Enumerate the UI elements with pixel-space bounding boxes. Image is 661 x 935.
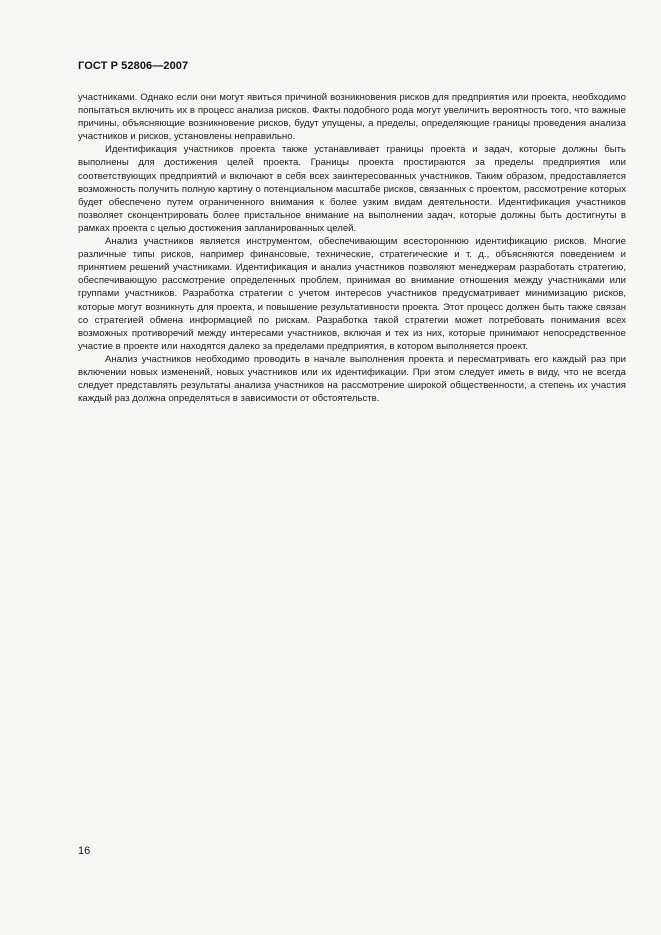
paragraph: участниками. Однако если они могут явиться причиной возникновения рисков для предприятия или проекта, необходимо попытаться включить их в процесс анализа рисков. Факты подобного рода могут увеличить вероятность того, что важные причины, объясняющие возникновение рисков, будут упущены, а пределы, определяющие границы проведения анализа участников и рисков, установлены неправильно. bbox=[78, 92, 626, 143]
paragraph: Анализ участников необходимо проводить в начале выполнения проекта и пересматривать его каждый раз при включении новых изменений, новых участников или их идентификации. При этом следует иметь в виду, что не всегда следует представлять результаты анализа участников на рассмотрение широкой общественности, а степень их участия каждый раз должна определяться в зависимости от обстоятельств. bbox=[78, 353, 626, 405]
standard-designation: ГОСТ Р 52806—2007 bbox=[78, 60, 189, 72]
body-text bbox=[78, 91, 626, 405]
paragraph: Идентификация участников проекта также устанавливает границы проекта и задач, которые должны быть выполнены для достижения целей проекта. Границы проекта простираются за пределы предприятия или соответствующих предприятий и включают в себя всех заинтересованных участников. Таким образом, предоставляется возможность получить полную картину о потенциальном масштабе рисков, связанных с проектом, рассмотрение которых будет обеспечено путем ограниченного внимания к более узким видам деятельности. Идентификация участников позволяет сконцентрировать более пристальное внимание на выполнении задач, которые должны быть достигнуты в рамках проекта с целью достижения запланированных целей. bbox=[78, 144, 626, 234]
paragraph: Анализ участников является инструментом, обеспечивающим всестороннюю идентификацию рисков. Многие различные типы рисков, например финансовые, технические, стратегические и т. д., объясняются поведением и принятием решений участниками. Идентификация и анализ участников позволяют менеджерам разработать стратегию, обеспечивающую рассмотрение определенных проблем, принимая во внимание отношения между участниками или группами участников. Разработка стратегии с учетом интересов участников предусматривает минимизацию рисков, которые могут возникнуть для проекта, и повышение результативности проекта. Этот процесс должен быть также связан со стратегией обмена информацией по рискам. Разработка такой стратегии может потребовать понимания всех возможных противоречий между интересами участников, включая и тех из них, которые принимают непосредственное участие в проекте или находятся далеко за пределами предприятия, в котором выполняется проект. bbox=[78, 236, 626, 352]
page-number: 16 bbox=[78, 845, 91, 857]
